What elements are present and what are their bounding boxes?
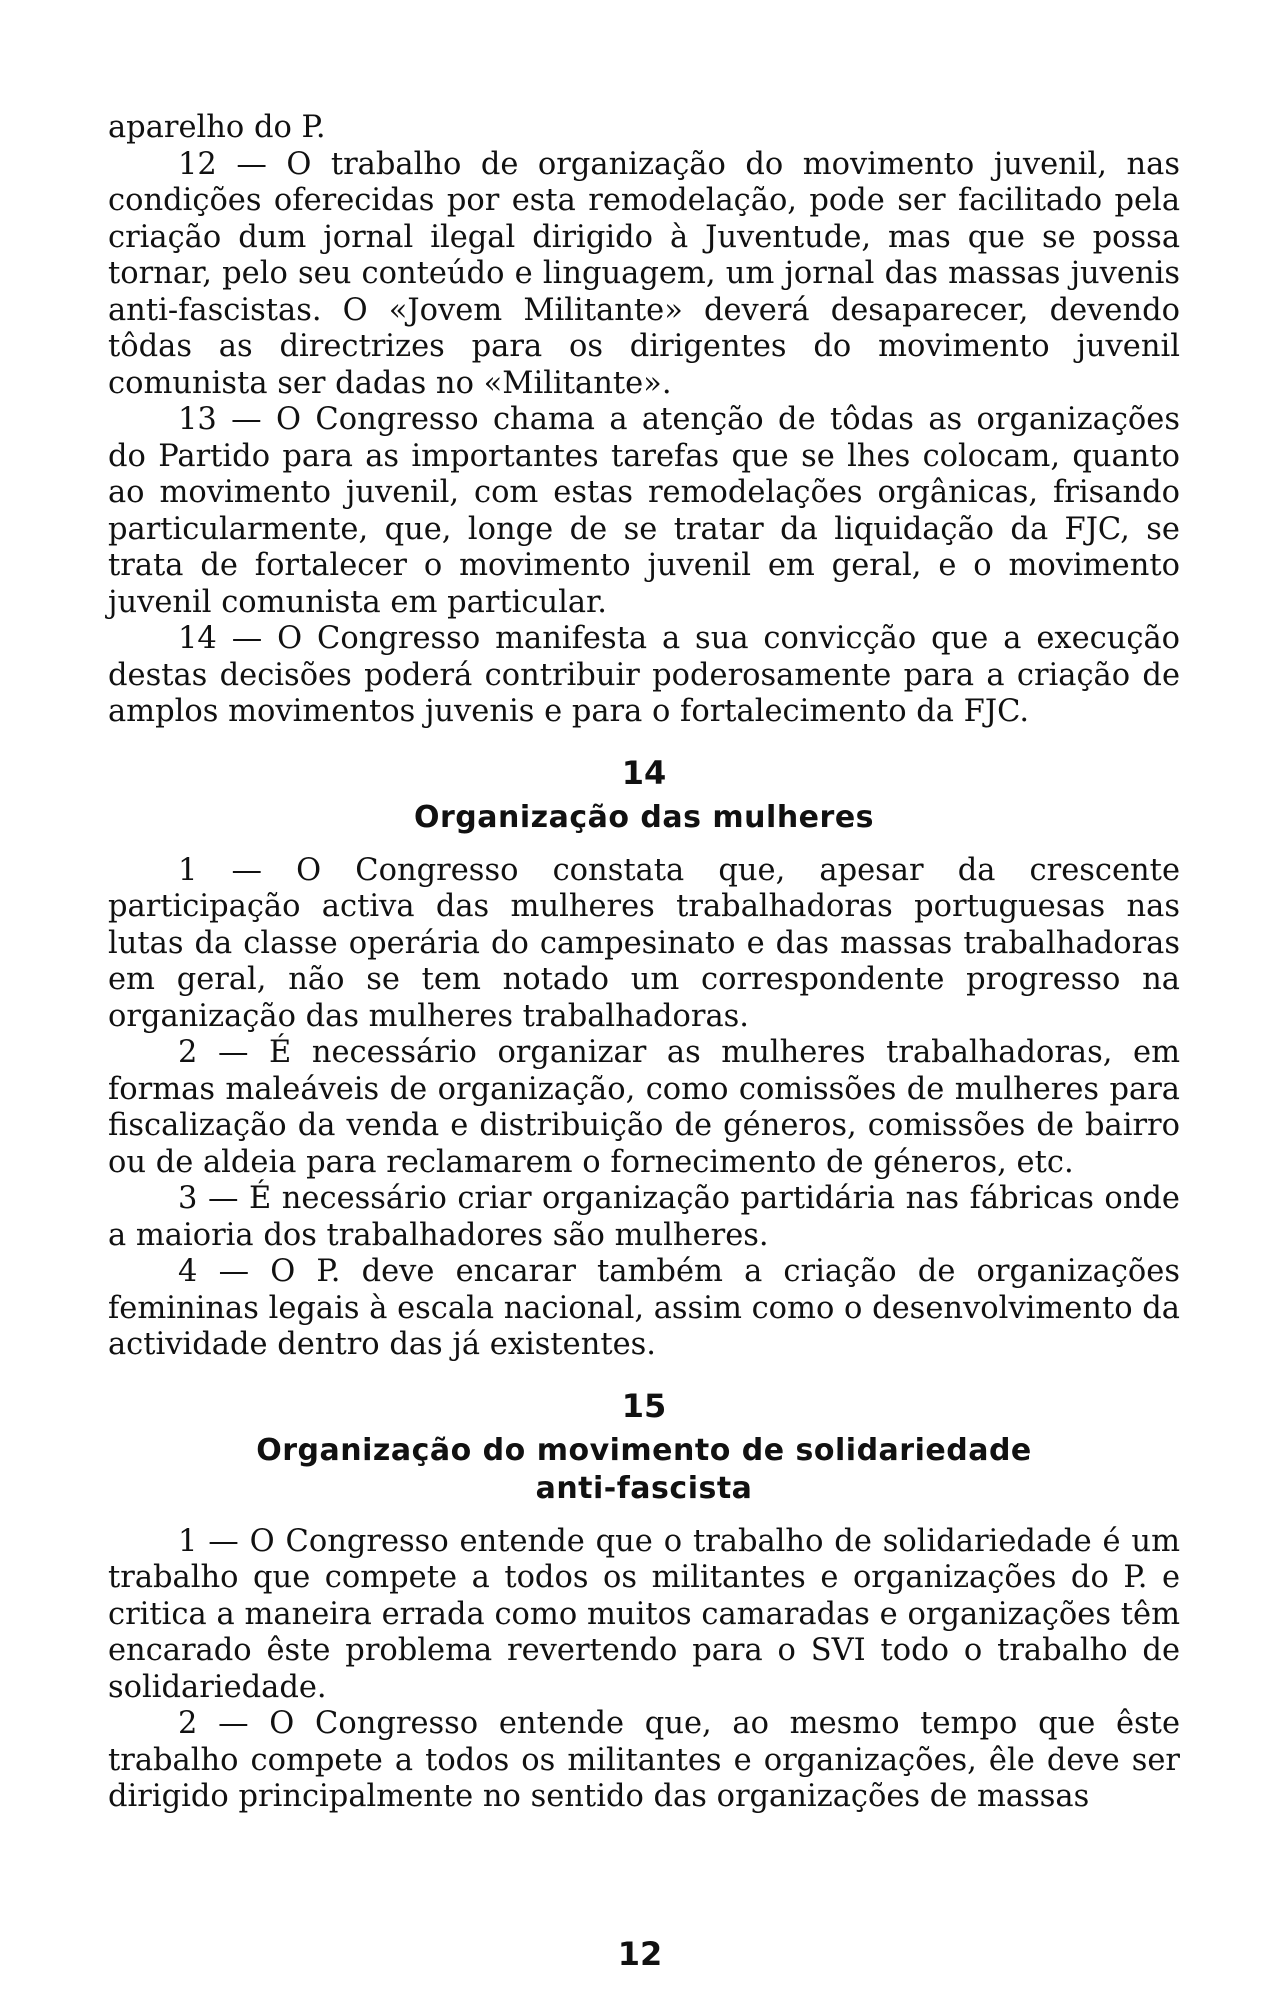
section-15-title-line-1: Organização do movimento de solidariedade	[256, 1432, 1032, 1468]
section-15-title	[108, 1432, 1180, 1508]
paragraph-15-2: 2 — O Congresso entende que, ao mesmo tempo que êste trabalho compete a todos os militantes e organizações, êle deve ser dirigido principalmente no sentido das organizações de massas	[108, 1706, 1180, 1814]
section-14-title: Organização das mulheres	[413, 799, 875, 835]
paragraph-14-4: 4 — O P. deve encarar também a criação de organizações femininas legais à escala nacional, assim como o desenvolvimento da actividade dentro das já existentes.	[108, 1254, 1180, 1362]
paragraph-13-12: 12 — O trabalho de organização do movimento juvenil, nas condições oferecidas por esta remodelação, pode ser facilitado pela criação dum jornal ilegal dirigido à Juventude, mas que se possa tornar, pelo seu conteúdo e linguagem, um jornal das massas juvenis anti-fascistas. O «Jovem Militante» deverá desaparecer, devendo tôdas as directrizes para os dirigentes do movimento juvenil comunista ser dadas no «Militante».	[108, 146, 1180, 401]
opening-line: aparelho do P.	[108, 110, 326, 145]
paragraph-14-1: 1 — O Congresso constata que, apesar da crescente participação activa das mulheres trabalhadoras portuguesas nas lutas da classe operária do campesinato e das massas trabalhadoras em geral, não se tem notado um correspondente progresso na organização das mulheres trabalhadoras.	[108, 852, 1180, 1034]
paragraph-13-13: 13 — O Congresso chama a atenção de tôdas as organizações do Partido para as importantes tarefas que se lhes colocam, quanto ao movimento juvenil, com estas remodelações orgânicas, frisando particularmente, que, longe de se tratar da liquidação da FJC, se trata de fortalecer o movimento juvenil em geral, e o movimento juvenil comunista em particular.	[108, 402, 1180, 620]
paragraph-14-3: 3 — É necessário criar organização partidária nas fábricas onde a maioria dos trabalhadores são mulheres.	[108, 1181, 1180, 1253]
section-14-number: 14	[621, 753, 667, 792]
paragraph-13-14: 14 — O Congresso manifesta a sua convicção que a execução destas decisões poderá contribuir poderosamente para a criação de amplos movimentos juvenis e para o fortalecimento da FJC.	[108, 621, 1180, 729]
page-number: 12	[617, 1935, 663, 1973]
paragraph-14-2: 2 — É necessário organizar as mulheres trabalhadoras, em formas maleáveis de organização, como comissões de mulheres para fiscalização da venda e distribuição de géneros, comissões de bairro ou de aldeia para reclamarem o fornecimento de géneros, etc.	[108, 1035, 1180, 1180]
section-15-title-line-2: anti-fascista	[535, 1470, 753, 1506]
section-15-number: 15	[621, 1386, 667, 1425]
document-page	[108, 110, 1180, 1816]
paragraph-15-1: 1 — O Congresso entende que o trabalho de solidariedade é um trabalho que compete a todos os militantes e organizações do P. e critica a maneira errada como muitos camaradas e organizações têm encarado êste problema revertendo para o SVI todo o trabalho de solidariedade.	[108, 1523, 1180, 1705]
